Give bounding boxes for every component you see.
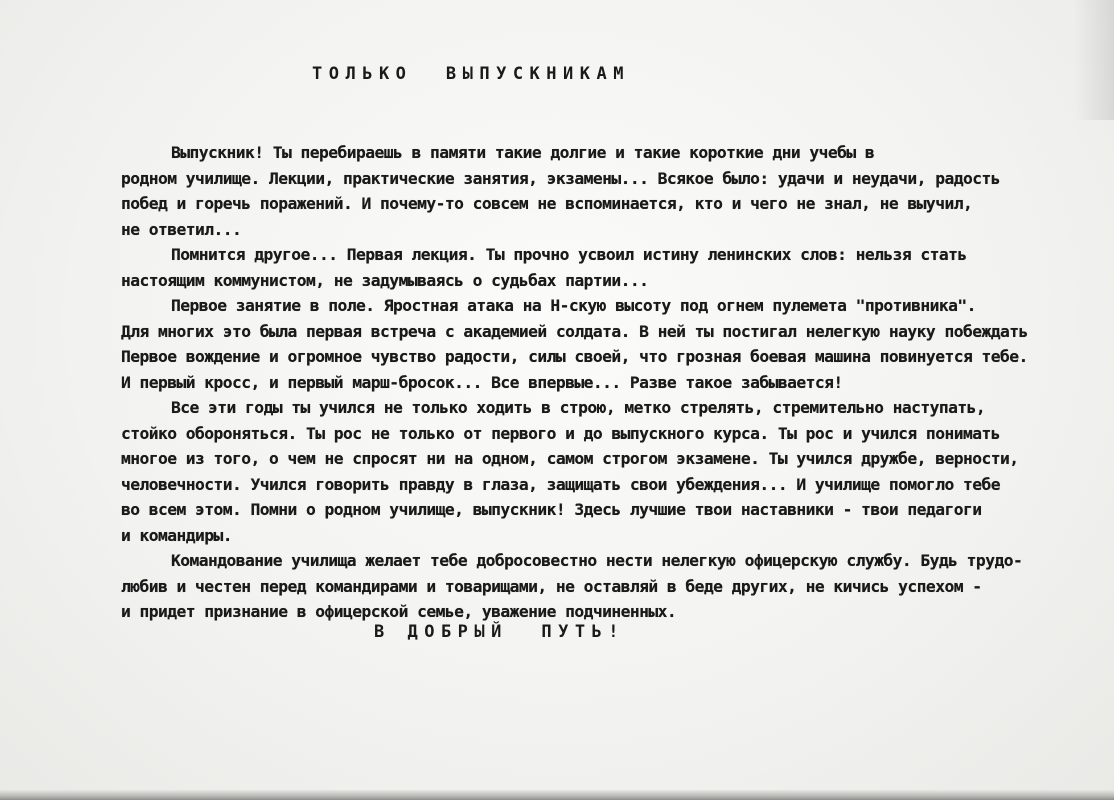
paragraph-line: побед и горечь поражений. И почему-то совсем не вспоминается, кто и чего не знал, не выучил,	[121, 194, 973, 213]
paragraph-line: Помнится другое... Первая лекция. Ты прочно усвоил истину ленинских слов: нельзя стать	[171, 245, 967, 264]
paragraph-line: стойко обороняться. Ты рос не только от первого и до выпускного курса. Ты рос и учился понимать	[121, 423, 1000, 443]
scan-bottom-edge	[0, 790, 1114, 800]
paragraph-line: и командиры.	[121, 525, 233, 545]
paragraph-line: и придет признание в офицерской семье, уважение подчиненных.	[121, 602, 677, 621]
paragraph-line: любив и честен перед командирами и товарищами, не оставляй в беде других, не кичись успехом -	[121, 576, 982, 596]
paragraph-line: настоящим коммунистом, не задумываясь о судьбах партии...	[121, 270, 649, 290]
paragraph-line: Выпускник! Ты перебираешь в памяти такие долгие и такие короткие дни учебы в	[171, 143, 875, 162]
paragraph-line: многое из того, о чем не спросят ни на одном, самом строгом экзамене. Ты учился дружбе, верности,	[121, 449, 1019, 468]
closing-salutation: В ДОБРЫЙ ПУТЬ!	[374, 622, 626, 642]
paragraph-line: Командование училища желает тебе добросовестно нести нелегкую офицерскую службу. Будь трудо-	[171, 551, 1023, 570]
paragraph-line: Первое вождение и огромное чувство радости, силы своей, что грозная боевая машина повинуется тебе.	[121, 347, 1028, 366]
paragraph-line: родном училище. Лекции, практические занятия, экзамены... Всякое было: удачи и неудачи, радость	[121, 168, 1000, 188]
paragraph-line: во всем этом. Помни о родном училище, выпускник! Здесь лучшие твои наставники - твои педагоги	[121, 500, 982, 519]
paragraph-line: Для многих это была первая встреча с академией солдата. В ней ты постигал нелегкую науку побеждать	[121, 321, 1028, 341]
paragraph-line: И первый кросс, и первый марш-бросок... Все впервые... Разве такое забывается!	[121, 372, 843, 392]
paragraph-line: Первое занятие в поле. Яростная атака на Н-скую высоту под огнем пулемета "противника".	[171, 296, 976, 315]
document-title: ТОЛЬКО ВЫПУСКНИКАМ	[312, 64, 630, 84]
paragraph-line: Все эти годы ты учился не только ходить в строю, метко стрелять, стремительно наступать,	[171, 398, 986, 417]
document-body	[121, 140, 1113, 625]
paragraph-line: не ответил...	[121, 219, 242, 239]
scan-smudge	[1074, 0, 1114, 120]
paragraph-line: человечности. Учился говорить правду в глаза, защищать свои убеждения... И училище помогло тебе	[121, 474, 1000, 494]
